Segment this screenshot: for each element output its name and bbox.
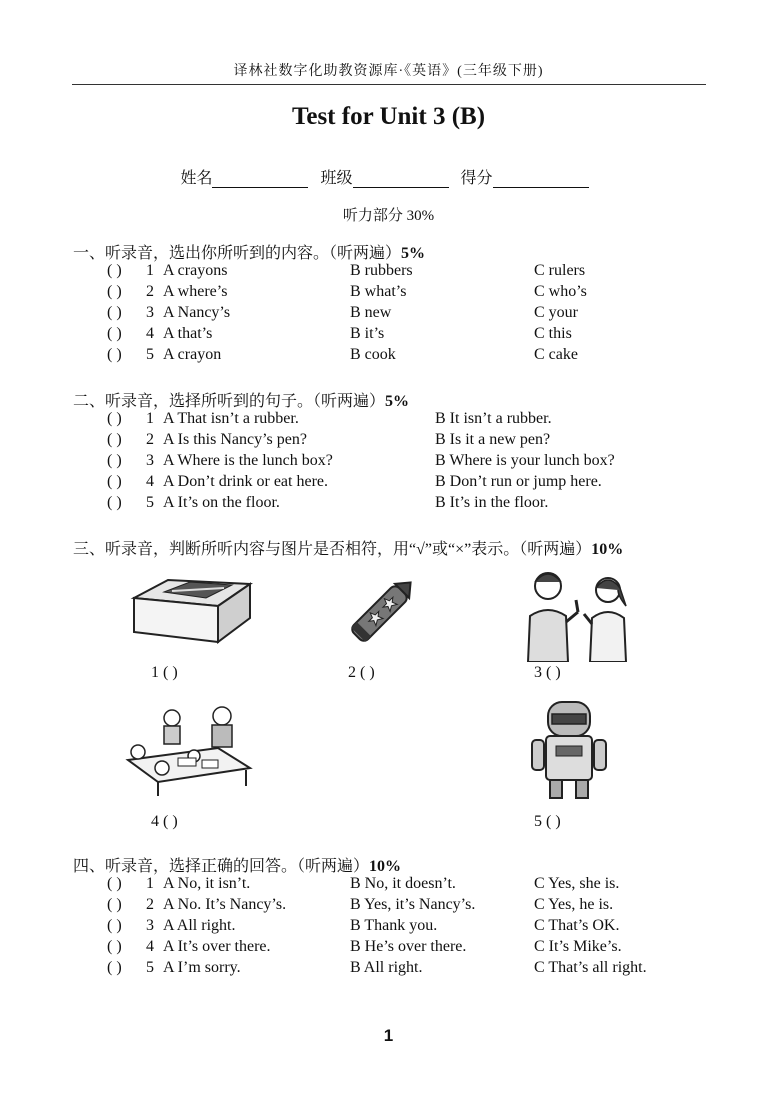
answer-paren[interactable]: ( ) (107, 875, 122, 892)
section4-title (73, 853, 401, 876)
item-number: 4 (146, 473, 154, 490)
option-b: B Yes, it’s Nancy’s. (350, 896, 476, 913)
name-blank[interactable] (212, 171, 308, 188)
option-a: A Where is the lunch box? (163, 452, 333, 469)
item-number: 1 (146, 875, 154, 892)
option-a: A that’s (163, 325, 213, 342)
section3-title (73, 536, 623, 559)
picture-caption[interactable]: 2 ( ) (348, 664, 375, 681)
option-a: A It’s on the floor. (163, 494, 280, 511)
item-number: 2 (146, 283, 154, 300)
section3-points: 10% (591, 541, 624, 558)
answer-paren[interactable]: ( ) (107, 917, 122, 934)
option-b: B what’s (350, 283, 407, 300)
option-a: A crayon (163, 346, 222, 363)
option-b: B It’s in the floor. (435, 494, 549, 511)
score-blank[interactable] (493, 171, 589, 188)
item-number: 3 (146, 917, 154, 934)
section2-points: 5% (385, 393, 410, 410)
item-number: 2 (146, 431, 154, 448)
option-b: B No, it doesn’t. (350, 875, 456, 892)
picture-caption[interactable]: 4 ( ) (151, 813, 178, 830)
option-c: C That’s all right. (534, 959, 647, 976)
picture-caption[interactable]: 1 ( ) (151, 664, 178, 681)
option-c: C this (534, 325, 572, 342)
section1-points: 5% (401, 245, 426, 262)
class-label: 班级 (320, 170, 353, 187)
item-number: 1 (146, 410, 154, 427)
option-c: C Yes, she is. (534, 875, 620, 892)
answer-paren[interactable]: ( ) (107, 325, 122, 342)
option-b: B it’s (350, 325, 385, 342)
document-header: 译林社数字化助教资源库·《英语》(三年级下册) (233, 64, 544, 79)
boy-and-girl-picture (518, 566, 638, 662)
section2-title-text: 二、听录音，选择所听到的句子。（听两遍） (73, 393, 386, 410)
item-number: 4 (146, 938, 154, 955)
option-a: A No, it isn’t. (163, 875, 251, 892)
option-a: A Is this Nancy’s pen? (163, 431, 307, 448)
answer-paren[interactable]: ( ) (107, 473, 122, 490)
item-number: 1 (146, 262, 154, 279)
option-a: A Don’t drink or eat here. (163, 473, 328, 490)
page-number: 1 (383, 1026, 394, 1045)
option-a: A No. It’s Nancy’s. (163, 896, 287, 913)
answer-paren[interactable]: ( ) (107, 410, 122, 427)
score-label: 得分 (460, 170, 493, 187)
section3-title-text: 三、听录音，判断所听内容与图片是否相符，用“√”或“×”表示。（听两遍） (73, 541, 592, 558)
option-a: A That isn’t a rubber. (163, 410, 299, 427)
option-b: B It isn’t a rubber. (435, 410, 552, 427)
answer-paren[interactable]: ( ) (107, 959, 122, 976)
answer-paren[interactable]: ( ) (107, 262, 122, 279)
rubber-picture (128, 572, 256, 650)
listening-part-label: 听力部分 30% (342, 208, 435, 224)
answer-paren[interactable]: ( ) (107, 346, 122, 363)
picture-caption[interactable]: 3 ( ) (534, 664, 561, 681)
answer-paren[interactable]: ( ) (107, 896, 122, 913)
option-c: C cake (534, 346, 578, 363)
student-info-row (0, 165, 777, 188)
option-b: B He’s over there. (350, 938, 467, 955)
option-c: C rulers (534, 262, 586, 279)
section1-title (73, 240, 425, 263)
option-b: B rubbers (350, 262, 413, 279)
section4-title-text: 四、听录音，选择正确的回答。（听两遍） (73, 858, 370, 875)
option-b: B cook (350, 346, 396, 363)
classroom-picture (118, 698, 254, 802)
name-label: 姓名 (180, 170, 213, 187)
item-number: 2 (146, 896, 154, 913)
item-number: 3 (146, 304, 154, 321)
item-number: 5 (146, 494, 154, 511)
option-c: C who’s (534, 283, 587, 300)
option-b: B Don’t run or jump here. (435, 473, 602, 490)
item-number: 4 (146, 325, 154, 342)
option-a: A where’s (163, 283, 228, 300)
answer-paren[interactable]: ( ) (107, 938, 122, 955)
header-divider (72, 84, 706, 85)
item-number: 5 (146, 959, 154, 976)
crayon-picture (342, 572, 424, 648)
option-b: B Is it a new pen? (435, 431, 551, 448)
option-b: B All right. (350, 959, 423, 976)
option-a: A crayons (163, 262, 228, 279)
option-a: A I’m sorry. (163, 959, 241, 976)
class-blank[interactable] (353, 171, 449, 188)
option-b: B new (350, 304, 392, 321)
option-b: B Where is your lunch box? (435, 452, 615, 469)
item-number: 5 (146, 346, 154, 363)
robot-picture (528, 698, 610, 804)
answer-paren[interactable]: ( ) (107, 431, 122, 448)
picture-caption[interactable]: 5 ( ) (534, 813, 561, 830)
page-title: Test for Unit 3 (B) (291, 103, 486, 130)
option-b: B Thank you. (350, 917, 438, 934)
option-c: C That’s OK. (534, 917, 620, 934)
answer-paren[interactable]: ( ) (107, 494, 122, 511)
option-c: C Yes, he is. (534, 896, 614, 913)
option-c: C your (534, 304, 578, 321)
answer-paren[interactable]: ( ) (107, 283, 122, 300)
answer-paren[interactable]: ( ) (107, 304, 122, 321)
section4-points: 10% (369, 858, 402, 875)
option-a: A All right. (163, 917, 236, 934)
option-c: C It’s Mike’s. (534, 938, 622, 955)
section1-title-text: 一、听录音，选出你所听到的内容。（听两遍） (73, 245, 402, 262)
option-a: A It’s over there. (163, 938, 271, 955)
answer-paren[interactable]: ( ) (107, 452, 122, 469)
option-a: A Nancy’s (163, 304, 231, 321)
section2-title (73, 388, 409, 411)
item-number: 3 (146, 452, 154, 469)
